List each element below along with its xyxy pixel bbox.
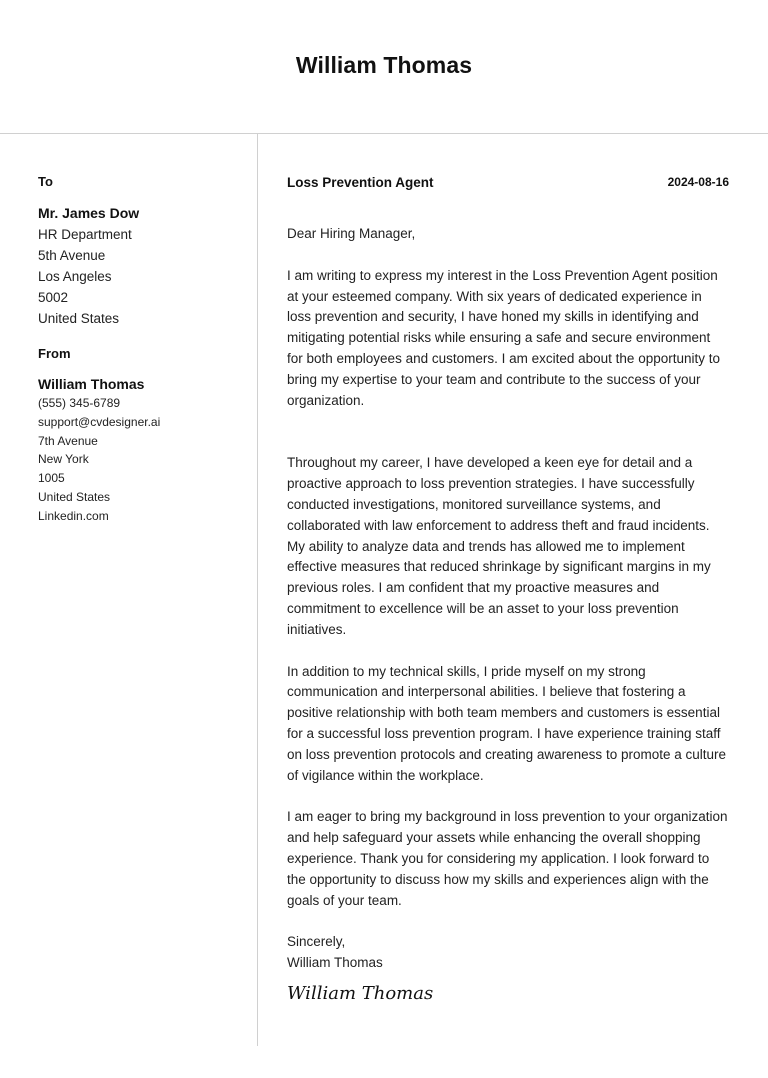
sender-city: New York xyxy=(38,452,89,467)
paragraph-skills: In addition to my technical skills, I pride myself on my strong communication and interpersonal abilities. I believe that fostering a positive relationship with both team members and customers is essential for a successful loss prevention program. I have experience training staff on loss prevention protocols and creating awareness to promote a culture of vigilance within the workplace. xyxy=(287,663,727,783)
sender-zip: 1005 xyxy=(38,471,65,486)
paragraph-closing: I am eager to bring my background in loss prevention to your organization and help safeguard your assets while enhancing the overall shopping experience. Thank you for considering my application. I look forward to the opportunity to discuss how my skills and experiences align with the goals of your team. xyxy=(287,809,728,908)
to-heading: To xyxy=(38,174,53,189)
column-divider xyxy=(257,134,258,1046)
recipient-name: Mr. James Dow xyxy=(38,205,140,221)
job-title: Loss Prevention Agent xyxy=(287,175,434,190)
from-heading: From xyxy=(38,346,71,361)
salutation: Dear Hiring Manager, xyxy=(287,226,416,241)
contact-sidebar xyxy=(38,174,248,526)
closing-block xyxy=(287,932,729,974)
letter-body xyxy=(287,174,729,1008)
letter-date: 2024-08-16 xyxy=(667,175,729,189)
paragraph-intro: I am writing to express my interest in the Loss Prevention Agent position at your esteemed company. With six years of dedicated experience in loss prevention and security, I have honed my skills in identifying and mitigating potential risks while ensuring a safe and secure environment for both employees and customers. I am excited about the opportunity to bring my expertise to your team and contribute to the success of your organization. xyxy=(287,267,720,408)
page-header xyxy=(0,0,768,134)
recipient-department: HR Department xyxy=(38,227,132,242)
sender-street: 7th Avenue xyxy=(38,433,98,448)
sender-name: William Thomas xyxy=(38,376,145,392)
recipient-zip: 5002 xyxy=(38,290,69,305)
sender-phone: (555) 345-6789 xyxy=(38,396,121,410)
letter-header xyxy=(287,174,729,192)
signature: William Thomas xyxy=(287,982,434,1004)
closing-name: William Thomas xyxy=(287,955,383,971)
paragraph-experience: Throughout my career, I have developed a keen eye for detail and a proactive approach to loss prevention strategies. I have successfully conducted investigations, monitored surveillance systems, and collaborated with law enforcement to address theft and fraud incidents. My ability to analyze data and trends has allowed me to implement effective measures that reduced shrinkage by significant margins in my previous roles. I am confident that my proactive measures and commitment to excellence will be an asset to your loss prevention initiatives. xyxy=(287,455,711,637)
applicant-name-title: William Thomas xyxy=(295,52,473,78)
sender-email: support@cvdesigner.ai xyxy=(38,414,161,429)
sender-website: Linkedin.com xyxy=(38,508,109,523)
recipient-street: 5th Avenue xyxy=(38,248,106,263)
recipient-country: United States xyxy=(38,311,120,326)
recipient-city: Los Angeles xyxy=(38,269,112,284)
closing-phrase: Sincerely, xyxy=(287,934,346,950)
sender-country: United States xyxy=(38,489,111,504)
